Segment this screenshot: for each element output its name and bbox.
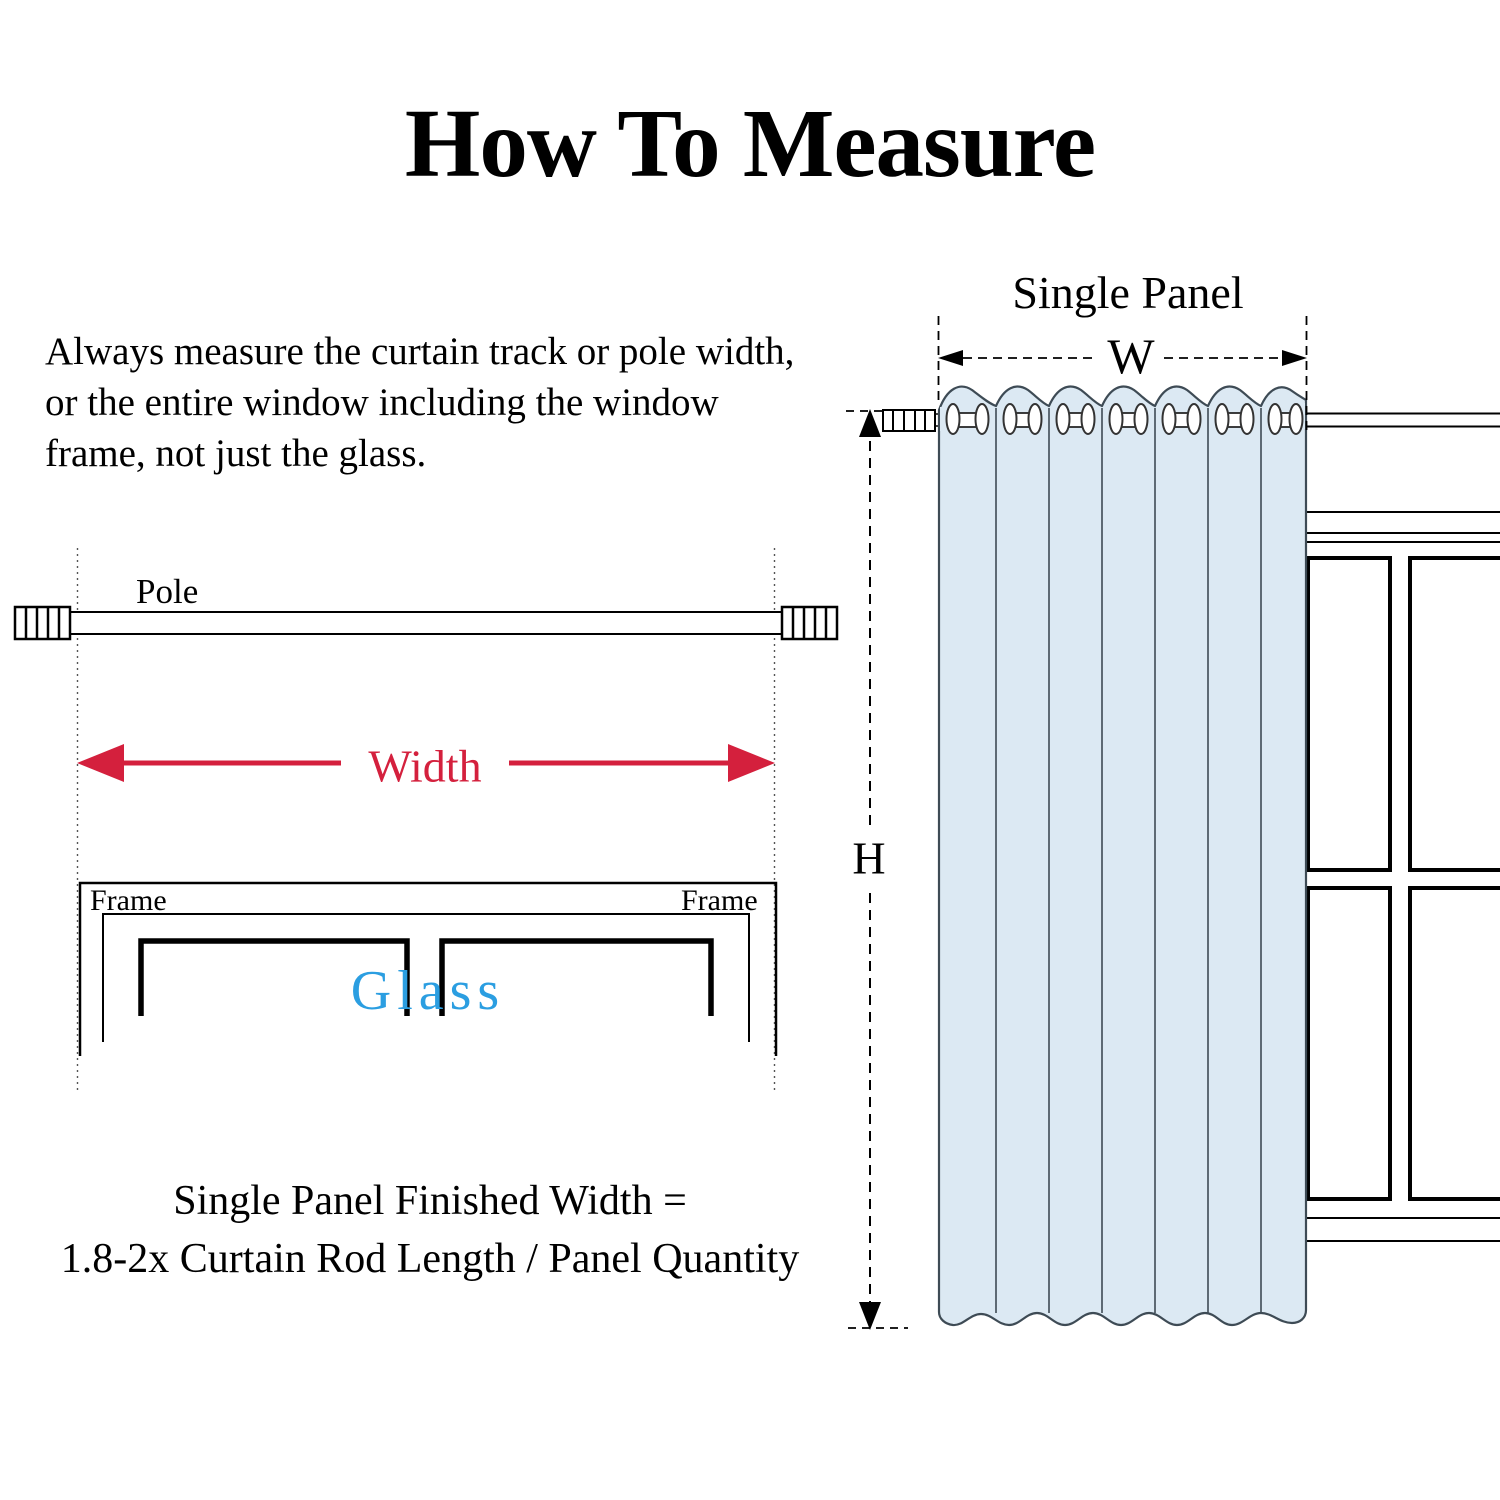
curtain-panel <box>939 387 1306 1326</box>
panel-width-formula <box>0 1172 860 1288</box>
page-title: How To Measure <box>404 90 1096 197</box>
background-window <box>1306 512 1500 1241</box>
width-label: Width <box>368 740 482 792</box>
intro-line-1: Always measure the curtain track or pole width, <box>45 330 795 373</box>
panel-pole-finial <box>883 410 941 431</box>
intro-line-2: or the entire window including the window <box>45 381 719 424</box>
frame-label-left: Frame <box>90 884 167 917</box>
glass-label: Glass <box>350 960 506 1022</box>
curtain-body <box>939 387 1306 1326</box>
intro-line-3: frame, not just the glass. <box>45 432 427 475</box>
single-panel-label: Single Panel <box>1012 267 1244 318</box>
formula-line-1: Single Panel Finished Width = <box>173 1178 687 1224</box>
frame-label-right: Frame <box>681 884 758 917</box>
panel-pole-right <box>1306 413 1500 427</box>
pole-label: Pole <box>136 572 199 611</box>
formula-line-2: 1.8-2x Curtain Rod Length / Panel Quantity <box>60 1236 800 1282</box>
panel-height-letter: H <box>852 832 886 884</box>
panel-width-letter: W <box>1107 328 1155 384</box>
intro-text <box>45 326 794 479</box>
